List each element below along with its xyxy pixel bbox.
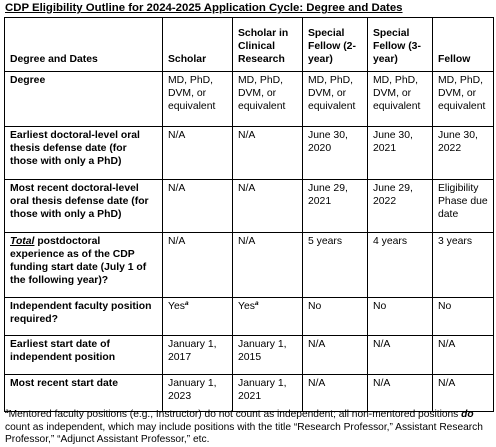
table-row: [5, 127, 494, 180]
table-cell: 4 years: [368, 233, 433, 298]
row-label: Most recent start date: [5, 375, 163, 412]
table-cell: MD, PhD, DVM, or equivalent: [303, 72, 368, 127]
footnote-text-part1: Mentored faculty positions (e.g., Instructor) do not count as independent; all non-mentored positions: [8, 409, 462, 420]
table-row: [5, 180, 494, 233]
table-cell: January 1, 2023: [163, 375, 233, 412]
row-label-rest: postdoctoral experience as of the CDP funding start date (July 1 of the following year)?: [10, 236, 147, 286]
table-row: [5, 233, 494, 298]
table-cell: Eligibility Phase due date: [433, 180, 494, 233]
table-cell: No: [368, 298, 433, 336]
table-cell: June 30, 2020: [303, 127, 368, 180]
table-cell: June 29, 2021: [303, 180, 368, 233]
row-label: Degree: [5, 72, 163, 127]
table-cell: No: [433, 298, 494, 336]
column-header-special-fellow-2-year: Special Fellow (2-year): [303, 18, 368, 72]
table-cell: N/A: [303, 336, 368, 375]
table-cell: N/A: [303, 375, 368, 412]
row-label: Earliest doctoral-level oral thesis defense date (for those with only a PhD): [5, 127, 163, 180]
row-label: [5, 233, 163, 298]
table-header-row: [5, 18, 494, 72]
table-cell: MD, PhD, DVM, or equivalent: [233, 72, 303, 127]
row-label-emphasis: Total: [10, 236, 35, 247]
table-cell: N/A: [368, 336, 433, 375]
footnote-mark: a: [5, 408, 9, 415]
table-cell: MD, PhD, DVM, or equivalent: [433, 72, 494, 127]
table-cell: January 1, 2021: [233, 375, 303, 412]
table-row: [5, 72, 494, 127]
table-cell: 3 years: [433, 233, 494, 298]
footnote-text-part2: count as independent, which may include positions with the title “Research Professor,” Assistant Research Professor,” “Adjunct Assistant Professor,” etc.: [5, 421, 483, 445]
table-row: [5, 375, 494, 412]
table-cell: June 30, 2022: [433, 127, 494, 180]
table-cell: N/A: [163, 233, 233, 298]
table-row: [5, 336, 494, 375]
table-cell: No: [303, 298, 368, 336]
table-cell: N/A: [233, 180, 303, 233]
footnote-mark: a: [254, 300, 259, 307]
footnote-emphasis: do: [461, 409, 474, 420]
row-label: Independent faculty position required?: [5, 298, 163, 336]
table-cell: January 1, 2017: [163, 336, 233, 375]
table-cell: N/A: [368, 375, 433, 412]
cell-text: Yes: [238, 301, 255, 312]
table-cell: N/A: [163, 180, 233, 233]
table-cell: N/A: [433, 336, 494, 375]
table-cell: January 1, 2015: [233, 336, 303, 375]
table-row: [5, 298, 494, 336]
table-cell: [233, 298, 303, 336]
column-header-scholar: Scholar: [163, 18, 233, 72]
column-header-fellow: Fellow: [433, 18, 494, 72]
page-title: CDP Eligibility Outline for 2024-2025 Application Cycle: Degree and Dates: [5, 2, 403, 14]
table-cell: [163, 298, 233, 336]
table-cell: N/A: [163, 127, 233, 180]
column-header-scholar-clinical-research: Scholar in Clinical Research: [233, 18, 303, 72]
table-cell: N/A: [433, 375, 494, 412]
table-cell: N/A: [233, 127, 303, 180]
column-header-special-fellow-3-year: Special Fellow (3-year): [368, 18, 433, 72]
table-cell: June 30, 2021: [368, 127, 433, 180]
footnote-mark: a: [184, 300, 189, 307]
row-label: Most recent doctoral-level oral thesis defense date (for those with only a PhD): [5, 180, 163, 233]
table-cell: MD, PhD, DVM, or equivalent: [163, 72, 233, 127]
table-cell: N/A: [233, 233, 303, 298]
footnote: [5, 409, 493, 447]
table-cell: June 29, 2022: [368, 180, 433, 233]
row-label: Earliest start date of independent position: [5, 336, 163, 375]
eligibility-table: [4, 17, 494, 412]
table-cell: 5 years: [303, 233, 368, 298]
column-header-degree-and-dates: Degree and Dates: [5, 18, 163, 72]
table-cell: MD, PhD, DVM, or equivalent: [368, 72, 433, 127]
cell-text: Yes: [168, 301, 185, 312]
